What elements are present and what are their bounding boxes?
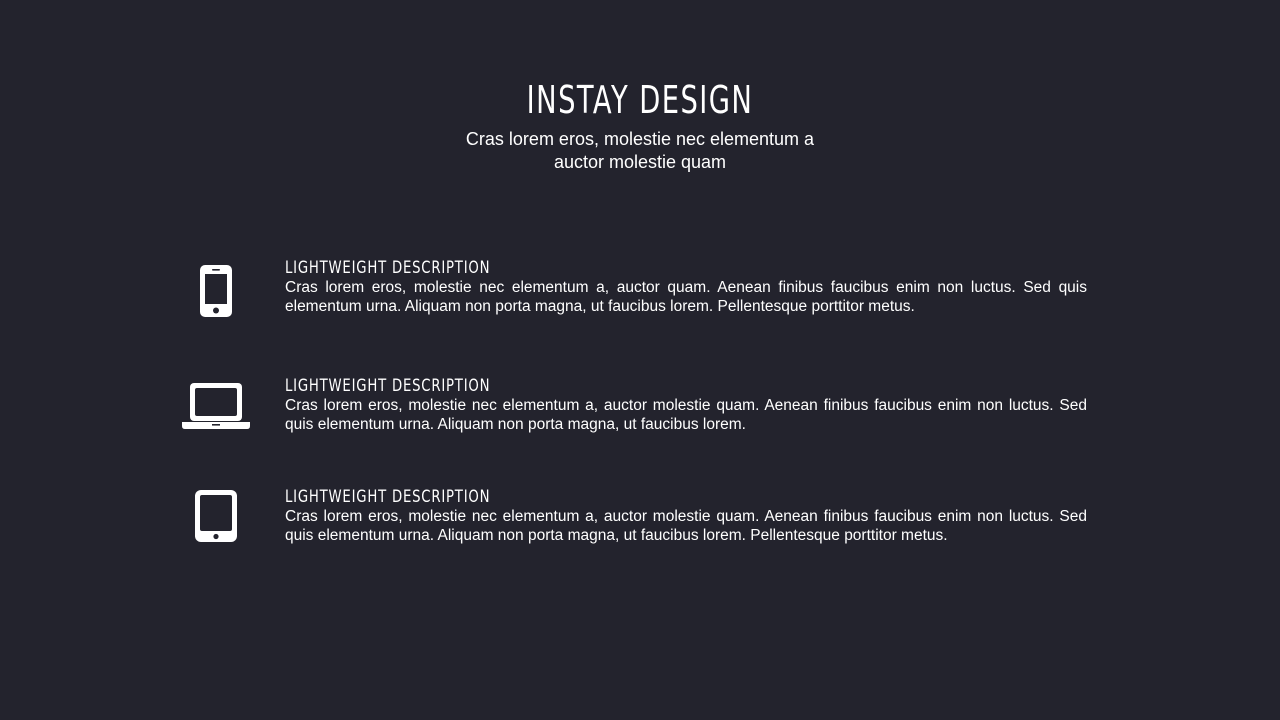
slide-subtitle: Cras lorem eros, molestie nec elementum a auctor molestie quam bbox=[465, 129, 815, 172]
smartphone-icon bbox=[170, 264, 262, 318]
feature-heading: LIGHTWEIGHT DESCRIPTION bbox=[285, 376, 491, 396]
feature-description: Cras lorem eros, molestie nec elementum a, auctor quam. Aenean finibus faucibus enim non luctus. Sed quis elementum urna. Aliquam non porta magna, ut faucibus lorem. Pellentesque porttitor metus. bbox=[285, 279, 1087, 315]
feature-description: Cras lorem eros, molestie nec elementum a, auctor molestie quam. Aenean finibus faucibus enim non luctus. Sed quis elementum urna. Aliquam non porta magna, ut faucibus lorem. Pellentesque porttitor metus. bbox=[285, 508, 1087, 544]
laptop-icon bbox=[170, 382, 262, 430]
feature-heading: LIGHTWEIGHT DESCRIPTION bbox=[285, 258, 491, 278]
slide-title: INSTAY DESIGN bbox=[526, 78, 754, 122]
feature-heading: LIGHTWEIGHT DESCRIPTION bbox=[285, 487, 491, 507]
tablet-icon bbox=[170, 489, 262, 543]
feature-description: Cras lorem eros, molestie nec elementum a, auctor molestie quam. Aenean finibus faucibus enim non luctus. Sed quis elementum urna. Aliquam non porta magna, ut faucibus lorem. bbox=[285, 397, 1087, 433]
